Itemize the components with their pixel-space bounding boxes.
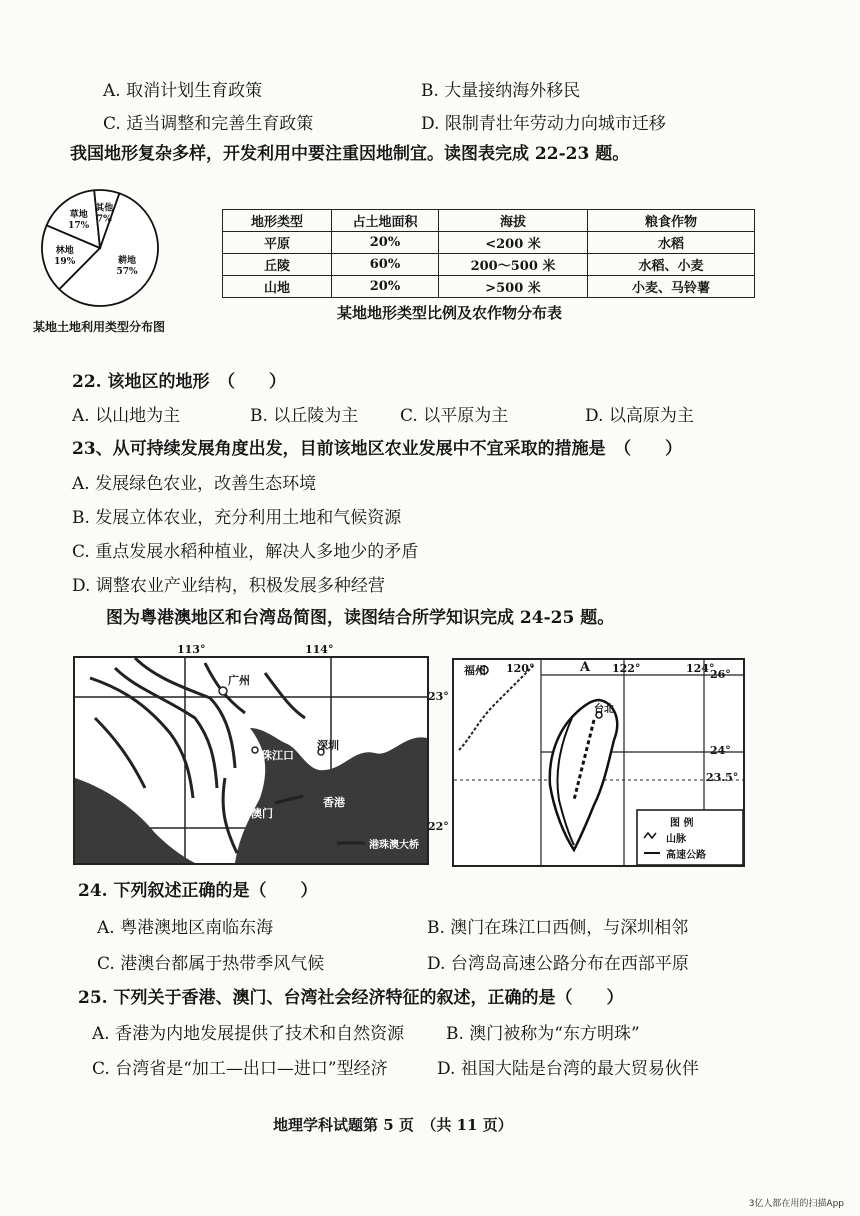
- gba-map-drawing: [75, 658, 427, 863]
- label-fuzhou: 福州: [464, 664, 486, 677]
- q24-option-d: D. 台湾岛高速公路分布在西部平原: [427, 954, 689, 974]
- label-zhuhai: 珠海: [235, 783, 257, 796]
- taiwan-map: [452, 658, 745, 867]
- terrain-table: [222, 209, 755, 298]
- label-shenzhen: 深圳: [317, 739, 339, 752]
- label-macau: 澳门: [251, 807, 273, 820]
- pie-slice-value: 57%: [116, 266, 138, 277]
- table-cell: 20%: [332, 276, 439, 298]
- label-guangzhou: 广州: [228, 674, 250, 687]
- pie-caption: 某地土地利用类型分布图: [33, 320, 166, 334]
- lon-124: 124°: [686, 662, 715, 675]
- q24-option-b: B. 澳门在珠江口西侧，与深圳相邻: [427, 918, 689, 938]
- table-cell: >500 米: [439, 276, 588, 298]
- legend-highway: 高速公路: [666, 850, 706, 861]
- intro-22-23: 我国地形复杂多样，开发利用中要注重因地制宜。读图表完成 22-23 题。: [70, 144, 630, 164]
- q21-option-a: A. 取消计划生育政策: [103, 81, 263, 101]
- table-cell: <200 米: [439, 232, 588, 254]
- table-row: [223, 232, 755, 254]
- table-cell: 丘陵: [223, 254, 332, 276]
- legend-mountain: 山脉: [666, 834, 686, 845]
- q23-option-d: D. 调整农业产业结构，积极发展多种经营: [72, 576, 385, 596]
- table-header-cell: 地形类型: [223, 210, 332, 232]
- table-row: [223, 276, 755, 298]
- q25-option-a: A. 香港为内地发展提供了技术和自然资源: [92, 1024, 405, 1044]
- table-cell: 60%: [332, 254, 439, 276]
- table-row: [223, 254, 755, 276]
- table-cell: 水稻、小麦: [588, 254, 755, 276]
- table-cell: 200～500 米: [439, 254, 588, 276]
- pie-slice-value: 7%: [96, 214, 112, 225]
- pie-slice-label: 草地: [69, 210, 88, 221]
- table-cell: 小麦、马铃薯: [588, 276, 755, 298]
- lon-120: 120°: [506, 662, 535, 675]
- intro-24-25: 图为粤港澳地区和台湾岛简图，读图结合所学知识完成 24-25 题。: [106, 608, 615, 628]
- q23-option-b: B. 发展立体农业，充分利用土地和气候资源: [72, 508, 402, 528]
- lon-113: 113°: [177, 643, 206, 656]
- land-use-pie-chart: [36, 186, 206, 314]
- table-cell: 山地: [223, 276, 332, 298]
- q21-option-c: C. 适当调整和完善生育政策: [103, 114, 314, 134]
- q22-option-d: D. 以高原为主: [585, 406, 694, 426]
- pie-slice-label: 其他: [95, 203, 114, 214]
- table-header-cell: 粮食作物: [588, 210, 755, 232]
- legend-bridge: 港珠澳大桥: [369, 840, 419, 851]
- taiwan-map-drawing: [454, 660, 743, 865]
- q22-stem: 22. 该地区的地形 （ ）: [72, 372, 286, 392]
- table-cell: 平原: [223, 232, 332, 254]
- lat-26: 26°: [710, 668, 731, 681]
- q23-option-c: C. 重点发展水稻种植业，解决人多地少的矛盾: [72, 542, 419, 562]
- q25-option-d: D. 祖国大陆是台湾的最大贸易伙伴: [437, 1059, 699, 1079]
- lat-22: 22°: [428, 820, 449, 833]
- q25-stem: 25. 下列关于香港、澳门、台湾社会经济特征的叙述，正确的是（ ）: [78, 988, 624, 1008]
- page-footer: 地理学科试题第 5 页 （共 11 页）: [273, 1116, 513, 1134]
- label-taipei: 台北: [594, 704, 614, 715]
- pie-slice-value: 19%: [54, 256, 76, 267]
- lat-23: 23°: [428, 690, 449, 703]
- label-hongkong: 香港: [323, 796, 345, 809]
- table-caption: 某地地形类型比例及农作物分布表: [337, 304, 563, 322]
- table-cell: 20%: [332, 232, 439, 254]
- scanner-watermark: 3亿人都在用的扫描App: [748, 1199, 844, 1209]
- q21-option-d: D. 限制青壮年劳动力向城市迁移: [421, 114, 666, 134]
- table-header-row: [223, 210, 755, 232]
- label-zhujiangkou: 珠江口: [261, 749, 294, 762]
- lon-114: 114°: [305, 643, 334, 656]
- q24-option-a: A. 粤港澳地区南临东海: [97, 918, 274, 938]
- point-a: A: [580, 660, 591, 675]
- q22-option-b: B. 以丘陵为主: [250, 406, 359, 426]
- lon-122: 122°: [612, 662, 641, 675]
- q25-option-c: C. 台湾省是“加工—出口—进口”型经济: [92, 1059, 388, 1079]
- q21-option-b: B. 大量接纳海外移民: [421, 81, 581, 101]
- table-cell: 水稻: [588, 232, 755, 254]
- q23-stem: 23、从可持续发展角度出发，目前该地区农业发展中不宜采取的措施是 （ ）: [72, 439, 683, 459]
- q24-option-c: C. 港澳台都属于热带季风气候: [97, 954, 325, 974]
- q22-option-c: C. 以平原为主: [400, 406, 509, 426]
- pie-slice-label: 耕地: [118, 255, 137, 266]
- table-header-cell: 海拔: [439, 210, 588, 232]
- legend-title: 图 例: [670, 818, 694, 829]
- lat-23-5: 23.5°: [706, 771, 739, 784]
- q23-option-a: A. 发展绿色农业，改善生态环境: [72, 474, 317, 494]
- pie-slice-value: 17%: [68, 221, 90, 232]
- gba-map: [73, 656, 429, 865]
- pie-slice-label: 林地: [55, 245, 74, 256]
- q25-option-b: B. 澳门被称为“东方明珠”: [446, 1024, 640, 1044]
- lat-24: 24°: [710, 744, 731, 757]
- table-header-cell: 占土地面积: [332, 210, 439, 232]
- q22-option-a: A. 以山地为主: [72, 406, 181, 426]
- q24-stem: 24. 下列叙述正确的是（ ）: [78, 881, 318, 901]
